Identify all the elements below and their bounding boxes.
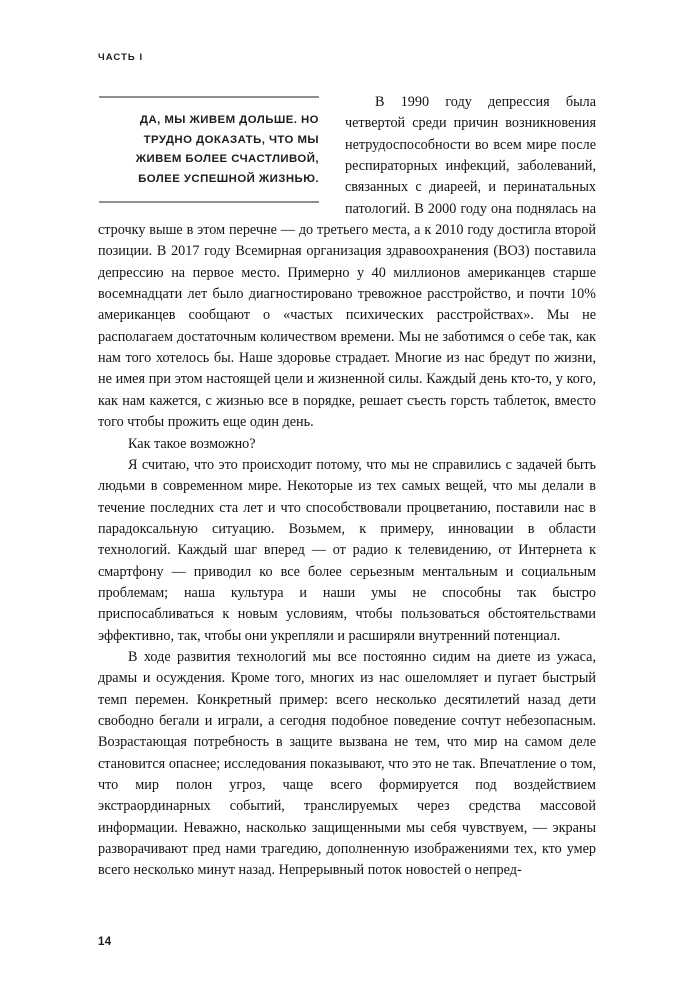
pull-quote	[99, 96, 319, 203]
pull-quote-rule-bottom	[99, 201, 319, 203]
body-text-column	[98, 92, 596, 882]
pull-quote-text: ДА, МЫ ЖИВЕМ ДОЛЬШЕ. НО ТРУДНО ДОКАЗАТЬ, ЧТО МЫ ЖИВЕМ БОЛЕЕ СЧАСТЛИВОЙ, БОЛЕЕ УСПЕШНОЙ ЖИЗНЬЮ.	[135, 114, 319, 185]
body-paragraph-2: Как такое возможно?	[128, 435, 256, 452]
body-paragraph-4: В ходе развития технологий мы все постоянно сидим на диете из ужаса, драмы и осуждения. Кроме того, многих из нас ошеломляет и пугает быстрый темп перемен. Конкретный пример: всего несколько десятилетий назад дети свободно бегали и играли, а сегодня подобное поведение сочтут небезопасным. Возрастающая потребность в защите вызвана не тем, что мир на самом деле становится опаснее; исследования показывают, что это не так. Впечатление о том, что мир полон угроз, чаще всего формируется под воздействием экстраординарных событий, транслируемых через средства массовой информации. Неважно, насколько защищенными мы себя чувствуем, — экраны разворачивают пред нами трагедию, дополненную изображениями тех, кто умер всего несколько минут назад. Непрерывный поток новостей о непред-	[98, 648, 596, 879]
running-head: ЧАСТЬ I	[98, 52, 144, 63]
body-paragraph-1: В 1990 году депрессия была четвертой среди причин возникновения нетрудоспособности во всем мире после респираторных инфекций, заболеваний, связанных с диареей, и перинатальных патологий. В 2000 году она поднялась на строчку выше в этом перечне — до третьего места, а к 2010 году достигла второй позиции. В 2017 году Всемирная организация здравоохранения (ВОЗ) поставила депрессию на первое место. Примерно у 40 миллионов американцев старше восемнадцати лет было диагностировано тревожное расстройство, и почти 10% американцев сообщают о «частых психических расстройствах». Мы не располагаем достаточным количеством времени. Мы не заботимся о себе так, как нам того хотелось бы. Наше здоровье страдает. Многие из нас бредут по жизни, не имея при этом настоящей цели и жизненной силы. Каждый день кто-то, у кого, как нам кажется, с жизнью все в порядке, решает съесть горсть таблеток, вместо того чтобы прожить еще один день.	[98, 94, 596, 431]
body-paragraph-3: Я считаю, что это происходит потому, что мы не справились с задачей быть людьми в современном мире. Некоторые из тех самых вещей, что мы делали в течение последних ста лет и что способствовали процветанию, поставили нас в парадоксальную ситуацию. Возьмем, к примеру, инновации в области технологий. Каждый шаг вперед — от радио к телевидению, от Интернета к смартфону — приводил ко все более серьезным ментальным и социальным проблемам; наша культура и наши умы не способны так быстро приспосабливаться к новым условиям, чтобы пользоваться обстоятельствами эффективно, так, чтобы они укрепляли и расширяли внутренний потенциал.	[98, 456, 596, 644]
pull-quote-rule-top	[99, 96, 319, 98]
page-number: 14	[98, 936, 112, 948]
